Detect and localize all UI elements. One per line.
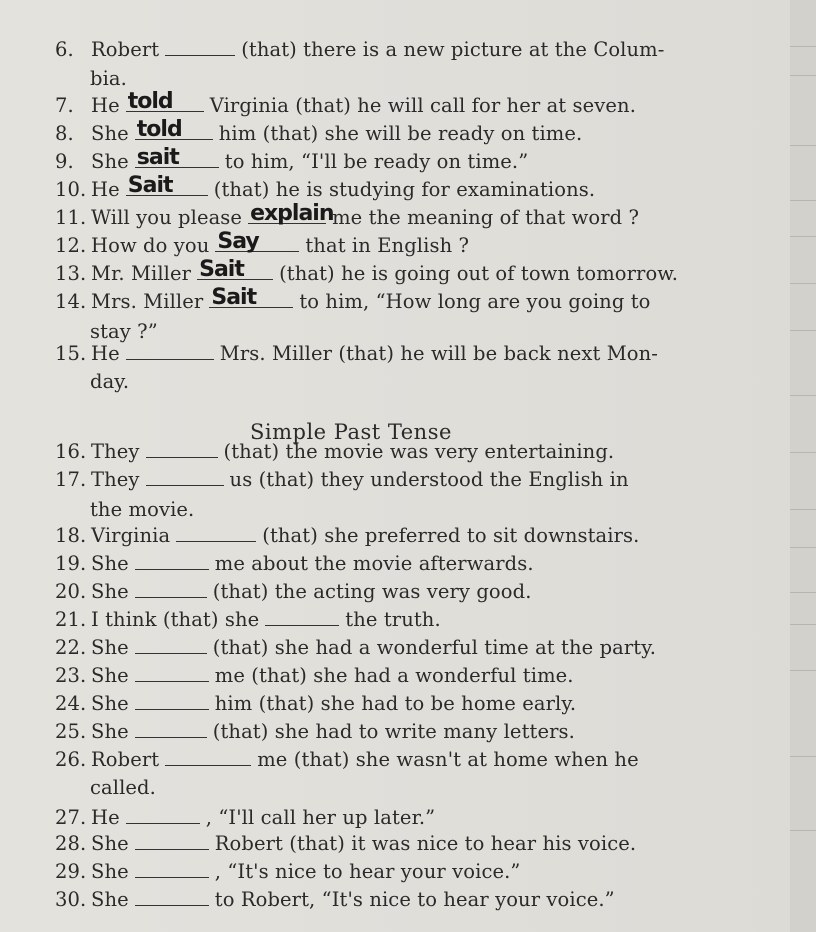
answer-blank[interactable] [135, 555, 209, 570]
exercise-item [55, 664, 574, 687]
exercise-text-after: us (that) they understood the English in [229, 468, 629, 491]
handwritten-answer: Sait [211, 285, 257, 310]
exercise-continuation [90, 776, 156, 799]
exercise-item [55, 468, 629, 491]
exercise-text-before: called. [90, 776, 156, 799]
exercise-item [55, 38, 664, 61]
exercise-number: 8. [55, 122, 74, 145]
exercise-item [55, 173, 596, 201]
exercise-number: 11. [55, 206, 87, 229]
exercise-item [55, 117, 583, 145]
answer-blank[interactable] [135, 117, 213, 142]
handwritten-answer: Sait [127, 173, 173, 198]
exercise-continuation [90, 320, 158, 343]
exercise-text-after: him (that) she had to be home early. [214, 692, 577, 715]
answer-blank[interactable] [248, 201, 334, 226]
exercise-text-before: I think (that) she [91, 608, 260, 631]
answer-blank[interactable] [135, 695, 209, 710]
exercise-text-after: me the meaning of that word ? [332, 206, 640, 229]
exercise-text-after: me (that) she wasn't at home when he [257, 748, 639, 771]
exercise-text-before: He [91, 178, 120, 201]
exercise-text-after: me about the movie afterwards. [214, 552, 534, 575]
exercise-item [55, 580, 532, 603]
exercise-number: 14. [55, 290, 87, 313]
exercise-text-before: They [91, 468, 140, 491]
exercise-text-after: to Robert, “It's nice to hear your voice.” [214, 888, 615, 911]
exercise-number: 9. [55, 150, 74, 173]
exercise-text-after: (that) the movie was very entertaining. [223, 440, 615, 463]
exercise-item [55, 201, 640, 229]
exercise-item [55, 229, 470, 257]
exercise-text-after: to him, “I'll be ready on time.” [224, 150, 529, 173]
exercise-text-before: She [91, 552, 129, 575]
exercise-item [55, 524, 639, 547]
exercise-number: 6. [55, 38, 74, 61]
exercise-text-after: (that) there is a new picture at the Colum- [241, 38, 665, 61]
answer-blank[interactable] [135, 583, 207, 598]
handwritten-answer: told [136, 117, 182, 142]
answer-blank[interactable] [135, 667, 209, 682]
exercise-text-before: She [91, 150, 129, 173]
exercise-item [55, 89, 636, 117]
exercise-number: 16. [55, 440, 87, 463]
exercise-item [55, 552, 534, 575]
answer-blank[interactable] [165, 41, 235, 56]
answer-blank[interactable] [146, 443, 218, 458]
exercise-text-before: stay ?” [90, 320, 158, 343]
exercise-text-after: to him, “How long are you going to [299, 290, 651, 313]
exercise-number: 28. [55, 832, 87, 855]
exercise-number: 20. [55, 580, 87, 603]
exercise-number: 12. [55, 234, 87, 257]
answer-blank[interactable] [135, 639, 207, 654]
handwritten-answer: sait [136, 145, 179, 170]
exercise-number: 10. [55, 178, 87, 201]
exercise-item [55, 748, 639, 771]
answer-blank[interactable] [126, 89, 204, 114]
exercise-text-before: Virginia [91, 524, 171, 547]
exercise-text-before: She [91, 636, 129, 659]
exercise-number: 24. [55, 692, 87, 715]
answer-blank[interactable] [126, 809, 200, 824]
exercise-text-after: Robert (that) it was nice to hear his voice. [214, 832, 637, 855]
handwritten-answer: told [127, 89, 173, 114]
exercise-text-before: bia. [90, 67, 127, 90]
exercise-text-before: Robert [91, 38, 160, 61]
answer-blank[interactable] [135, 145, 219, 170]
exercise-item [55, 720, 575, 743]
exercise-text-after: (that) the acting was very good. [212, 580, 532, 603]
exercise-item [55, 692, 576, 715]
answer-blank[interactable] [135, 835, 209, 850]
answer-blank[interactable] [209, 285, 293, 310]
exercise-number: 27. [55, 806, 87, 829]
exercise-item [55, 145, 529, 173]
exercise-text-before: She [91, 720, 129, 743]
exercise-text-before: Robert [91, 748, 160, 771]
answer-blank[interactable] [176, 527, 256, 542]
exercise-item [55, 257, 679, 285]
exercise-text-after: the truth. [345, 608, 441, 631]
exercise-item [55, 832, 636, 855]
exercise-number: 25. [55, 720, 87, 743]
exercise-number: 15. [55, 342, 87, 365]
exercise-text-before: He [91, 806, 120, 829]
exercise-text-before: day. [90, 370, 130, 393]
exercise-continuation [90, 67, 127, 90]
exercise-text-before: Mr. Miller [91, 262, 192, 285]
exercise-text-before: the movie. [90, 498, 195, 521]
answer-blank[interactable] [126, 173, 208, 198]
answer-blank[interactable] [135, 863, 209, 878]
exercise-text-after: (that) she had a wonderful time at the party. [212, 636, 657, 659]
exercise-text-before: She [91, 692, 129, 715]
answer-blank[interactable] [165, 751, 251, 766]
exercise-item [55, 636, 656, 659]
section-heading: Simple Past Tense [250, 420, 452, 444]
exercise-text-before: They [91, 440, 140, 463]
exercise-number: 22. [55, 636, 87, 659]
exercise-number: 18. [55, 524, 87, 547]
exercise-text-before: Will you please [91, 206, 243, 229]
exercise-number: 29. [55, 860, 87, 883]
exercise-number: 26. [55, 748, 87, 771]
answer-blank[interactable] [197, 257, 273, 282]
exercise-continuation [90, 370, 129, 393]
exercise-text-after: Mrs. Miller (that) he will be back next Mon- [219, 342, 658, 365]
exercise-text-before: She [91, 664, 129, 687]
exercise-number: 13. [55, 262, 87, 285]
exercise-item [55, 608, 441, 631]
exercise-item [55, 860, 520, 883]
exercise-text-before: She [91, 888, 129, 911]
exercise-number: 19. [55, 552, 87, 575]
exercise-number: 23. [55, 664, 87, 687]
exercise-number: 7. [55, 94, 74, 117]
exercise-text-after: me (that) she had a wonderful time. [214, 664, 574, 687]
exercise-text-after: Virginia (that) he will call for her at seven. [209, 94, 636, 117]
exercise-text-after: (that) she preferred to sit downstairs. [262, 524, 640, 547]
answer-blank[interactable] [215, 229, 299, 254]
exercise-text-after: (that) he is studying for examinations. [213, 178, 596, 201]
exercise-item [55, 285, 651, 313]
exercise-continuation [90, 498, 194, 521]
adjacent-page-edge [790, 0, 816, 932]
exercise-text-after: , “I'll call her up later.” [205, 806, 436, 829]
exercise-number: 30. [55, 888, 87, 911]
exercise-text-before: She [91, 832, 129, 855]
answer-blank[interactable] [135, 891, 209, 906]
exercise-text-before: He [91, 94, 120, 117]
exercise-number: 21. [55, 608, 87, 631]
exercise-item [55, 888, 615, 911]
exercise-item [55, 806, 435, 829]
answer-blank[interactable] [265, 611, 339, 626]
exercise-text-after: (that) she had to write many letters. [212, 720, 575, 743]
exercise-number: 17. [55, 468, 87, 491]
exercise-text-after: (that) he is going out of town tomorrow. [279, 262, 679, 285]
exercise-text-before: How do you [91, 234, 210, 257]
answer-blank[interactable] [126, 345, 214, 360]
exercise-text-before: He [91, 342, 120, 365]
exercise-text-after: him (that) she will be ready on time. [218, 122, 583, 145]
exercise-text-before: She [91, 580, 129, 603]
exercise-text-after: that in English ? [305, 234, 470, 257]
answer-blank[interactable] [135, 723, 207, 738]
exercise-text-before: She [91, 122, 129, 145]
handwritten-answer: Sait [199, 257, 244, 282]
handwritten-answer: explain [250, 201, 334, 226]
exercise-text-after: , “It's nice to hear your voice.” [214, 860, 521, 883]
exercise-text-before: She [91, 860, 129, 883]
handwritten-answer: Say [217, 229, 259, 254]
exercise-text-before: Mrs. Miller [91, 290, 204, 313]
answer-blank[interactable] [146, 471, 224, 486]
exercise-item [55, 342, 658, 365]
